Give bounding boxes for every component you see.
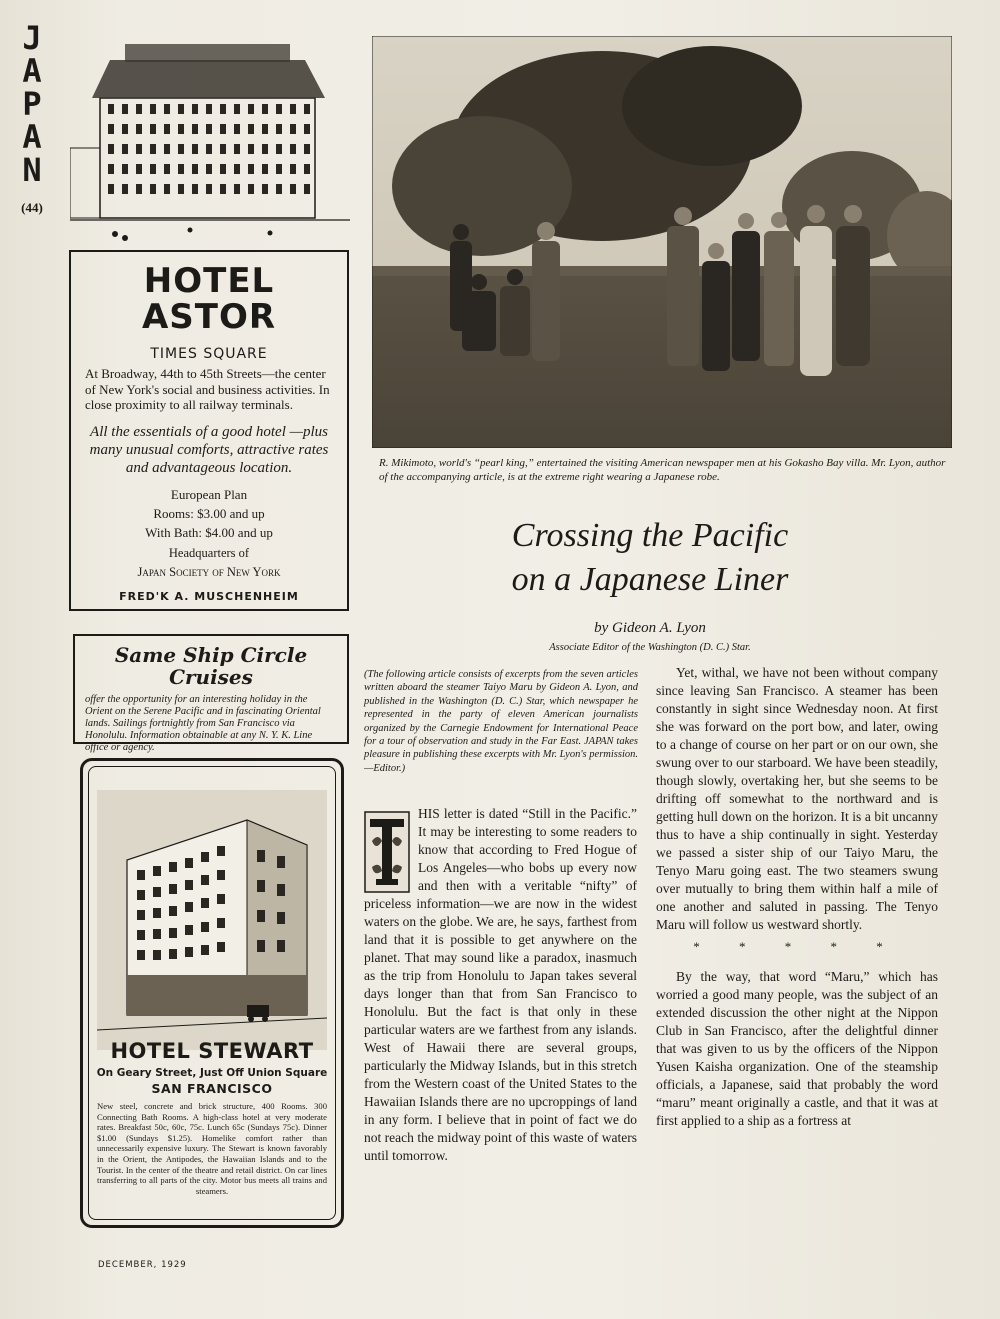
- title-letter: A: [22, 52, 42, 90]
- group-photo: [372, 36, 952, 448]
- astor-italic-text: All the essentials of a good hotel —plus many unusual comforts, attractive rates and advantageous location.: [89, 423, 329, 476]
- title-letter: J: [22, 19, 42, 57]
- article-column-left: [364, 805, 637, 1165]
- astor-with-bath: With Bath: $4.00 and up: [145, 524, 273, 540]
- stewart-address: On Geary Street, Just Off Union Square: [96, 1067, 328, 1079]
- cruise-title: Same Ship Circle Cruises: [114, 643, 308, 689]
- hotel-astor-illustration: [70, 38, 350, 248]
- cruise-ad: [73, 634, 349, 753]
- drop-cap-t-icon: [364, 811, 410, 893]
- astor-subtitle: TIMES SQUARE: [150, 346, 268, 362]
- title-letter: N: [22, 151, 42, 189]
- article-byline-subtitle: Associate Editor of the Washington (D. C.) Star.: [549, 642, 751, 653]
- hotel-stewart-ad: [80, 758, 344, 1228]
- editor-note: (The following article consists of excerpts from the seven articles written aboard the steamer Taiyo Maru by Gideon A. Lyon, and published in the Washington (D. C.) Star, which newspaper he represented in the party of eleven American journalists organized by the Carnegie Endowment for International Peace for a tour of observation and study in the Far East. JAPAN takes pleasure in publishing these excerpts with Mr. Lyon's permission.—Editor.): [364, 669, 638, 774]
- cruise-description: offer the opportunity for an interesting holiday in the Orient on the Serene Pacific and in fascinating Oriental lands. Sailings fortnightly from San Francisco via Honolulu. Information obtainable at any N. Y. K. Line office or agency.: [85, 694, 321, 753]
- article-column-right: [656, 664, 938, 1130]
- astor-description: At Broadway, 44th to 45th Streets—the center of New York's social and business activities. In close proximity to all railway terminals.: [85, 366, 330, 412]
- astor-hq-line2: Japan Society of New York: [137, 564, 281, 579]
- title-letter: P: [22, 85, 42, 123]
- article-paragraph-3: By the way, that word “Maru,” which has worried a good many people, was the subject of an extended discussion the other night at the Nippon Club in San Francisco, after the delightful dinner that was given to us by the officers of the Nippon Yusen Kaisha organization. One of the steamship officials, a Japanese, said that probably the word “maru” meant originally a castle, and that it was at first applied to a ship as a fortress at: [656, 969, 938, 1128]
- stewart-description: New steel, concrete and brick structure, 400 Rooms. 300 Connecting Bath Rooms. A high-class hotel at very moderate rates. Breakfast 50c, 60c, 75c. Lunch 65c (Sundays 75c). Dinner $1.00 (Sundays $1.25). Homelike comfort rather than unnecessarily expensive luxury. The Stewart is known favorably in the Orient, the Antipodes, the Hawaiian Islands and to the Tourist. In the center of the theatre and retail district. On car lines transferring to all parts of the city. Motor bus meets all trains and steamers.: [97, 1101, 327, 1196]
- stewart-name: HOTEL STEWART: [110, 1039, 314, 1063]
- hotel-stewart-illustration: [97, 775, 327, 1065]
- magazine-title-vertical: [14, 19, 50, 189]
- article-byline: by Gideon A. Lyon: [594, 620, 706, 636]
- astor-manager: FRED'K A. MUSCHENHEIM: [119, 589, 299, 603]
- stewart-city: SAN FRANCISCO: [151, 1081, 273, 1096]
- article-title-line2: on a Japanese Liner: [511, 561, 789, 598]
- article-title: [440, 514, 860, 602]
- article-paragraph-2: Yet, withal, we have not been without company since leaving San Francisco. A steamer has been constantly in sight since Wednesday noon. At first she was forward on the port bow, and later, owing to a change of course on her part or on our own, she swung over to our starboard. We have been steadily, though slowly, overtaking her, but she seems to be drifting off somewhat to the northward and is getting hull down on the horizon. It is a bit uncanny thus to have a ship continually in sight. Yesterday we passed a sister ship of our Taiyo Maru, the Tenyo Maru going east. The two steamers swung over mutually to bring them within half a mile of one another and saluted in passing. The Tenyo Maru will follow us westward shortly.: [656, 665, 938, 932]
- article-title-line1: Crossing the Pacific: [511, 517, 789, 554]
- title-letter: A: [22, 118, 42, 156]
- astor-name-line2: ASTOR: [141, 297, 277, 337]
- astor-plan: European Plan: [170, 486, 248, 502]
- astor-name-line1: HOTEL: [143, 261, 275, 301]
- article-paragraph-1: HIS letter is dated “Still in the Pacific.” It may be interesting to some readers to know that according to Fred Hogue of Los Angeles—who bobs up every now and then with a veritable “nifty” of priceless information—we are now in the widest waters on the globe. We are, he says, farthest from land that it is possible to get anywhere on the planet. That may sound like a paradox, inasmuch as the trip from Honolulu to Japan takes several days longer than that from San Francisco to Honolulu. But the fact is that only in these particular waters are we farthest from any islands. West of Hawaii there are several groups, particularly the Midway Islands, but in this stretch from the Western coast of the United States to the Hawaiian Islands there are no upcroppings of land in any form. I believe that in point of fact we do not reach the midway point of this waste of waters until tomorrow.: [364, 806, 637, 1163]
- section-separator: * * * * *: [693, 939, 901, 954]
- photo-caption: R. Mikimoto, world's “pearl king,” entertained the visiting American newspaper men at his Gokasho Bay villa. Mr. Lyon, author of the accompanying article, is at the extreme right wearing a Japanese robe.: [379, 457, 946, 483]
- astor-rooms: Rooms: $3.00 and up: [153, 505, 265, 521]
- hotel-astor-ad: [69, 250, 349, 611]
- astor-hq-line1: Headquarters of: [168, 545, 250, 560]
- issue-date: DECEMBER, 1929: [98, 1260, 187, 1270]
- page-number: (44): [21, 200, 43, 215]
